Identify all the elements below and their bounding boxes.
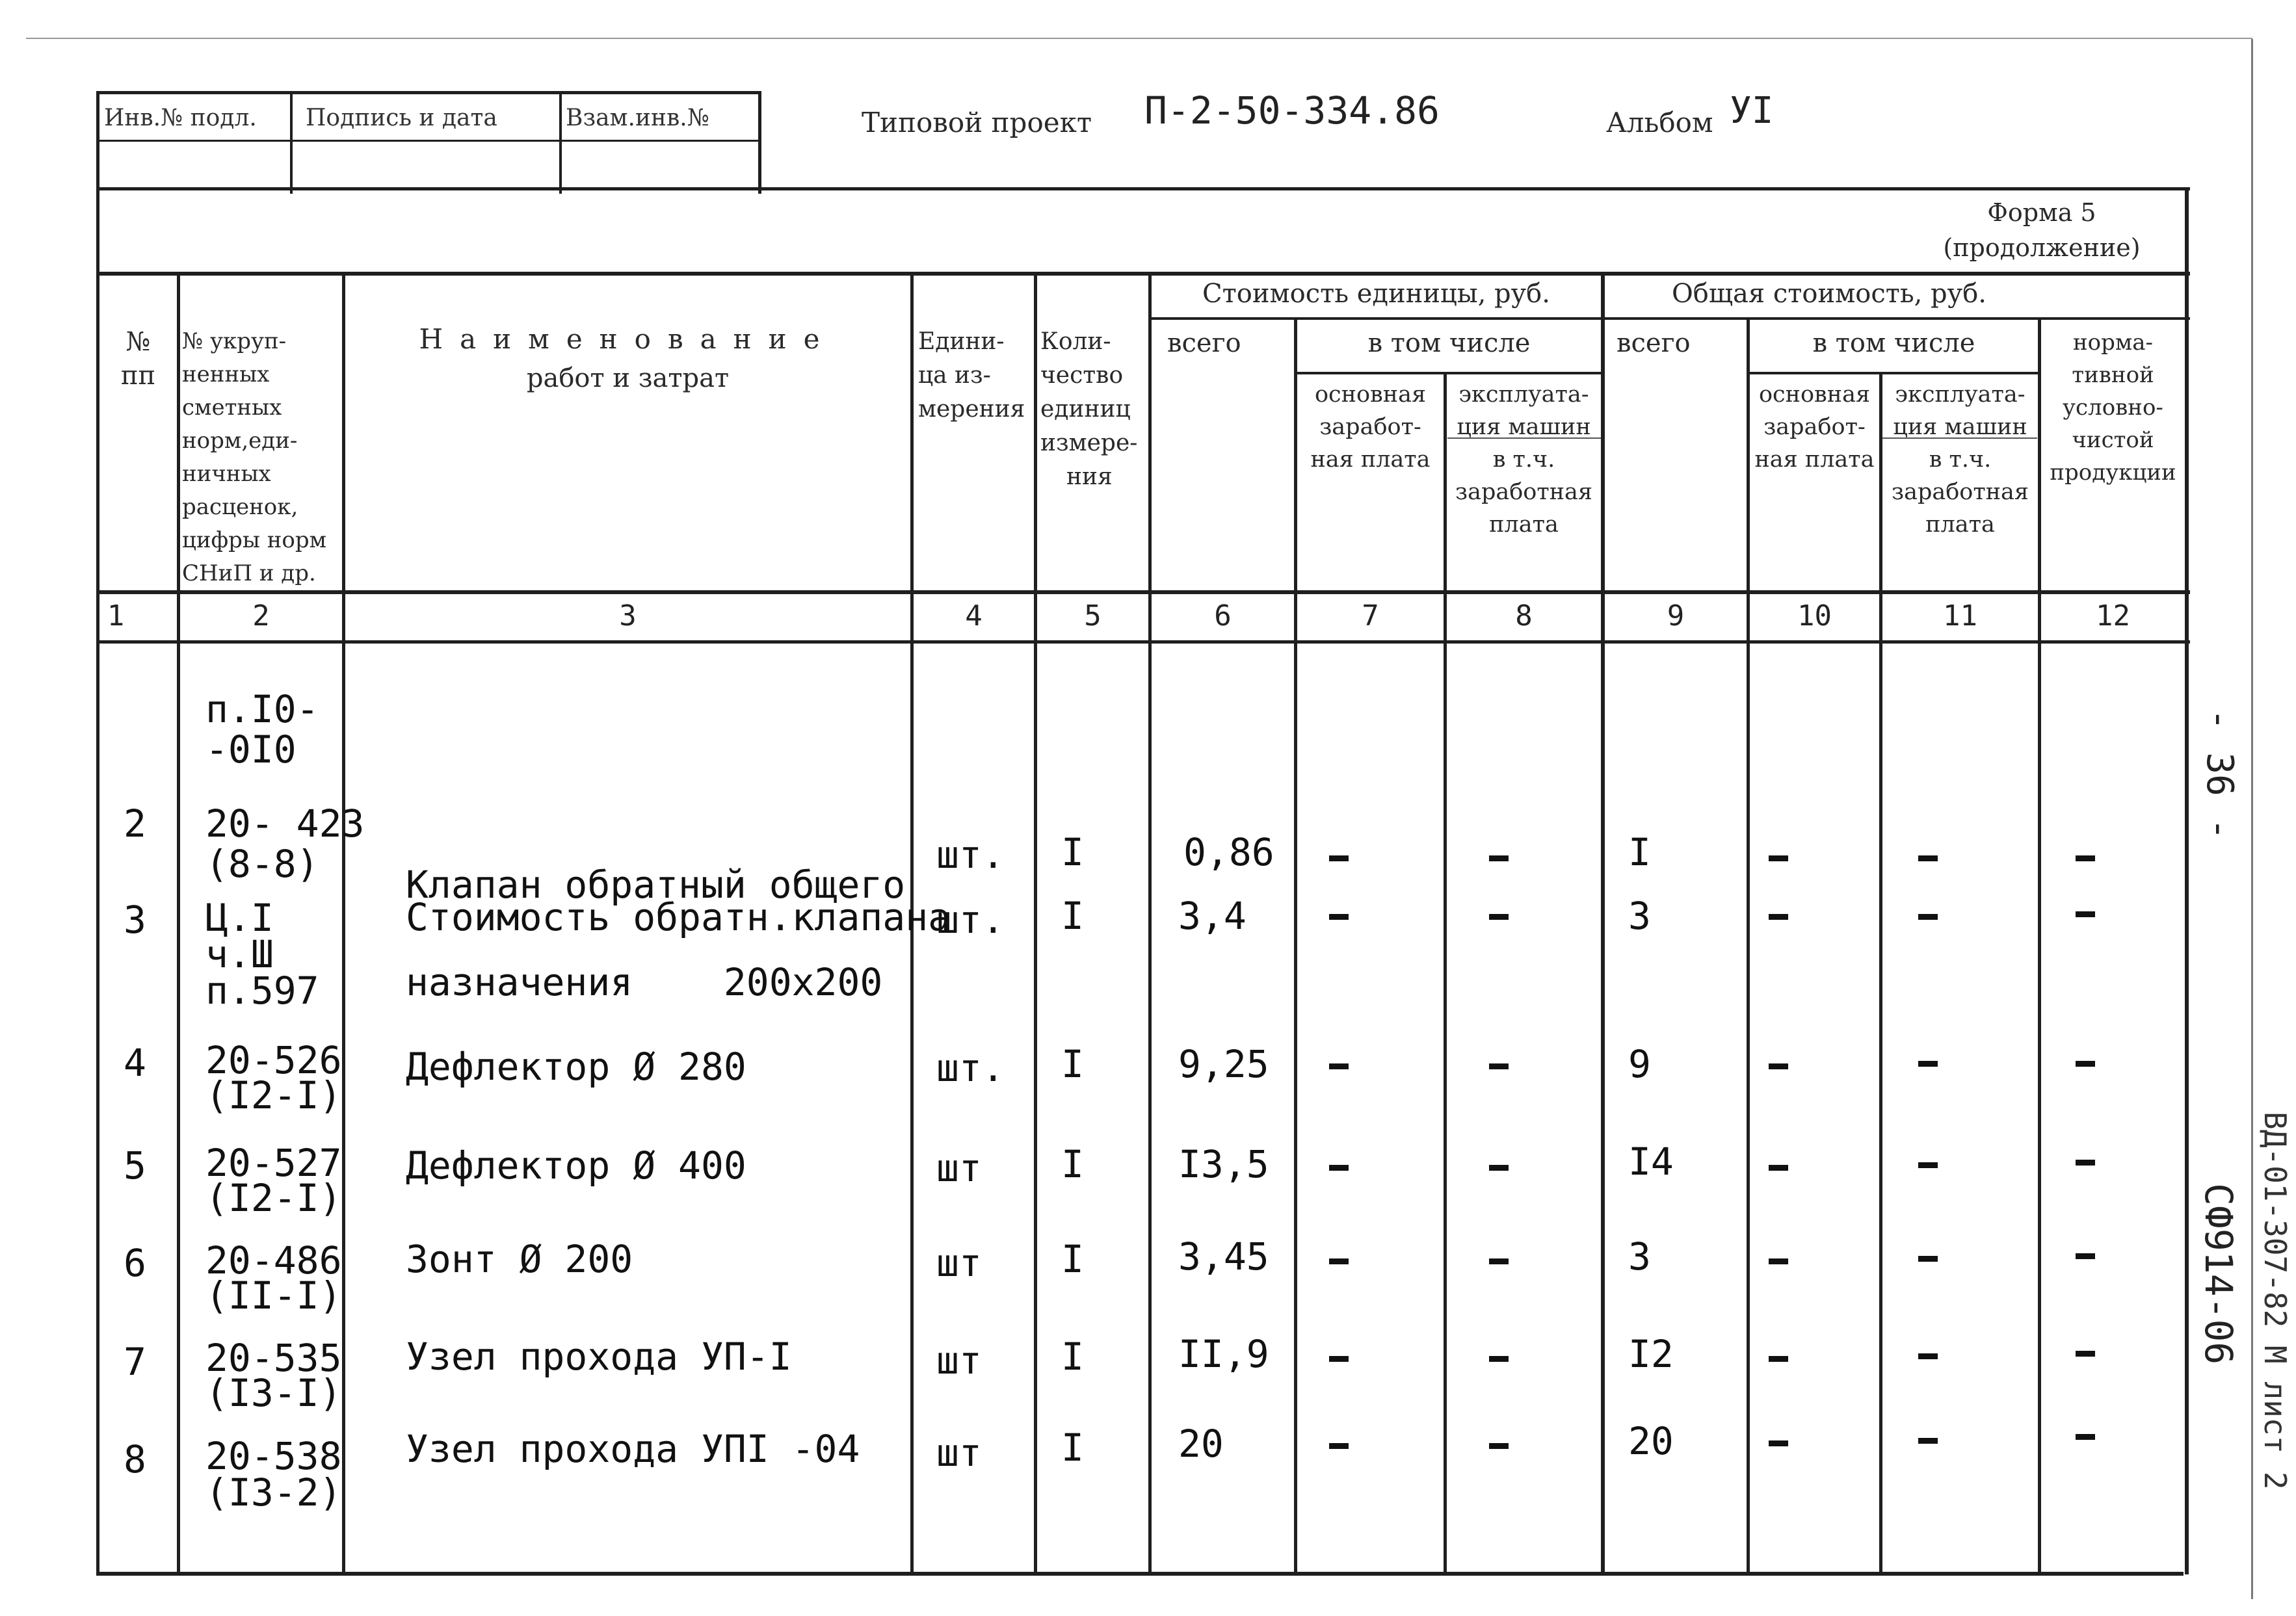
header-total-ekspl <box>1882 378 2038 541</box>
header-line: заработная <box>1891 479 2029 505</box>
row-name: Зонт Ø 200 <box>406 1237 633 1281</box>
column-number: 8 <box>1515 599 1533 632</box>
code-line: (II-I) <box>205 1273 342 1318</box>
row-code <box>205 1336 342 1415</box>
code-line: 20-486 <box>205 1238 342 1283</box>
row-number: 5 <box>124 1143 146 1188</box>
column-number: 12 <box>2096 599 2130 632</box>
empty-dash <box>1489 1063 1509 1069</box>
header-col-4-line: ца из- <box>918 362 991 389</box>
row-qty: I <box>1061 1042 1084 1086</box>
row-price: 9,25 <box>1178 1042 1269 1086</box>
empty-dash <box>1489 1258 1509 1264</box>
code-line: 20-538 <box>205 1434 342 1478</box>
pre-row-code <box>205 689 319 770</box>
empty-dash <box>1769 1440 1788 1446</box>
form-title <box>1925 195 2159 265</box>
row-price: 20 <box>1178 1422 1224 1466</box>
album-label: Альбом <box>1606 107 1713 138</box>
header-col-3 <box>345 322 910 395</box>
top-border-line <box>26 38 2252 39</box>
row-total: 3 <box>1628 894 1651 938</box>
empty-dash <box>2076 1351 2095 1357</box>
header-col-2-line: расценок, <box>182 494 298 520</box>
empty-dash <box>1489 1165 1509 1171</box>
code-line: (I3-2) <box>205 1470 342 1515</box>
header-total-cost: Общая стоимость, руб. <box>1671 279 1986 309</box>
empty-dash <box>1769 1356 1788 1362</box>
row-number: 3 <box>124 898 146 942</box>
row-unit: шт. <box>936 1046 1005 1090</box>
form-line-1: Форма 5 <box>1987 198 2096 227</box>
empty-dash <box>1329 1063 1349 1069</box>
row-price: 3,45 <box>1178 1234 1269 1279</box>
header-line: ция машин <box>1893 414 2027 440</box>
row-name: Узел прохода УП-I <box>406 1335 792 1379</box>
header-line: условно- <box>2063 395 2163 421</box>
column-number: 6 <box>1214 599 1232 632</box>
code-line: 20- 423 <box>205 801 365 846</box>
header-line: основная <box>1314 382 1427 408</box>
form-line-2: (продолжение) <box>1943 233 2141 262</box>
row-total: I <box>1628 830 1651 874</box>
header-col-2-line: ничных <box>182 461 271 487</box>
row-price: 0,86 <box>1183 830 1274 874</box>
name-line: Клапан обратный общего <box>406 863 906 907</box>
code-line: 20-527 <box>205 1141 342 1185</box>
header-col-2-line: норм,еди- <box>182 428 298 454</box>
empty-dash <box>1769 914 1788 920</box>
empty-dash <box>1489 1443 1509 1449</box>
header-col-5-line: Коли- <box>1040 328 1111 355</box>
row-qty: I <box>1061 1335 1084 1379</box>
code-line: п.I0- <box>205 687 319 731</box>
column-number: 3 <box>619 599 637 632</box>
header-col-3-subtitle: работ и затрат <box>526 363 730 393</box>
row-qty: I <box>1061 1142 1084 1186</box>
column-number: 10 <box>1797 599 1832 632</box>
header-total-incl: в том числе <box>1812 328 1975 358</box>
project-code: П-2-50-334.86 <box>1144 88 1440 133</box>
header-col-2-line: цифры норм <box>182 527 327 553</box>
row-name: Узел прохода УПI -04 <box>406 1427 860 1471</box>
stamp-vzam-label: Взам.инв.№ <box>566 105 709 131</box>
code-line: (I2-I) <box>205 1073 342 1117</box>
row-qty: I <box>1061 1426 1084 1470</box>
empty-dash <box>1769 1063 1788 1069</box>
header-col-1 <box>99 325 177 393</box>
header-col-2 <box>182 325 345 590</box>
empty-dash <box>1769 855 1788 861</box>
header-line: чистой <box>2072 427 2154 453</box>
row-total: 3 <box>1628 1234 1651 1279</box>
empty-dash <box>1489 1356 1509 1362</box>
header-col-5 <box>1040 325 1151 494</box>
row-price: 3,4 <box>1178 894 1247 938</box>
empty-dash <box>2076 1253 2095 1259</box>
empty-dash <box>1918 1162 1938 1168</box>
row-total: I2 <box>1628 1332 1674 1376</box>
empty-dash <box>2076 911 2095 917</box>
row-qty: I <box>1061 1237 1084 1281</box>
row-qty: I <box>1061 894 1084 938</box>
empty-dash <box>1329 914 1349 920</box>
empty-dash <box>1918 1061 1938 1067</box>
code-line: -0I0 <box>205 727 297 772</box>
name-line: назначения 200x200 <box>406 960 883 1004</box>
header-unit-vsego: всего <box>1167 328 1241 358</box>
row-total: 20 <box>1628 1419 1674 1463</box>
header-line: ная плата <box>1754 447 1875 473</box>
header-line: плата <box>1925 512 1995 538</box>
empty-dash <box>2076 1160 2095 1166</box>
column-number: 1 <box>107 599 125 632</box>
row-name: Дефлектор Ø 400 <box>406 1143 746 1188</box>
code-line: 20-535 <box>205 1336 342 1380</box>
header-line: ная плата <box>1310 447 1431 473</box>
column-number: 9 <box>1667 599 1685 632</box>
empty-dash <box>1769 1165 1788 1171</box>
header-unit-incl: в том числе <box>1367 328 1531 358</box>
header-col-2-line: СНиП и др. <box>182 560 316 586</box>
row-code <box>205 1434 342 1515</box>
row-number: 4 <box>124 1041 146 1085</box>
row-total: 9 <box>1628 1042 1651 1086</box>
row-code <box>205 1038 342 1117</box>
empty-dash <box>1329 1443 1349 1449</box>
header-line: в т.ч. <box>1929 447 1992 473</box>
column-number: 7 <box>1362 599 1379 632</box>
header-col-4-line: Едини- <box>918 328 1005 355</box>
header-col-4 <box>918 325 1035 426</box>
empty-dash <box>1769 1258 1788 1264</box>
stamp-inv-label: Инв.№ подл. <box>104 105 257 131</box>
row-number: 8 <box>124 1437 146 1481</box>
row-unit: шт <box>936 1338 982 1383</box>
header-line: ция машин <box>1457 414 1591 440</box>
header-col-2-line: сметных <box>182 395 282 421</box>
header-line: плата <box>1489 512 1559 538</box>
page-number: - 36 - <box>2198 709 2241 841</box>
header-col-1-line: № <box>125 327 151 357</box>
empty-dash <box>1918 1256 1938 1262</box>
empty-dash <box>1329 1356 1349 1362</box>
empty-dash <box>2076 1061 2095 1067</box>
right-margin-line <box>2251 39 2253 1599</box>
column-number: 4 <box>965 599 983 632</box>
header-total-vsego: всего <box>1616 328 1691 358</box>
header-line: тивной <box>2072 362 2154 388</box>
row-price: I3,5 <box>1178 1142 1269 1186</box>
column-number: 5 <box>1084 599 1102 632</box>
row-total: I4 <box>1628 1140 1674 1184</box>
code-line: ч.Ш <box>205 932 274 976</box>
empty-dash <box>1918 1438 1938 1444</box>
empty-dash <box>1489 855 1509 861</box>
row-number: 6 <box>124 1241 146 1285</box>
empty-dash <box>1918 855 1938 861</box>
row-qty: I <box>1061 830 1084 874</box>
empty-dash <box>1329 855 1349 861</box>
row-name: Стоимость обратн.клапана <box>406 895 951 939</box>
row-unit: шт <box>936 1146 982 1190</box>
header-unit-ekspl <box>1447 378 1601 541</box>
empty-dash <box>1918 1353 1938 1359</box>
row-unit: шт. <box>936 833 1005 877</box>
row-code <box>205 896 319 1013</box>
album-value: УI <box>1730 90 1774 132</box>
margin-code-1: СФ914-06 <box>2197 1183 2241 1365</box>
header-col-5-line: единиц <box>1040 396 1131 423</box>
row-name: Дефлектор Ø 280 <box>406 1045 746 1089</box>
row-unit: шт <box>936 1241 982 1285</box>
row-code <box>205 803 364 884</box>
column-number: 2 <box>252 599 270 632</box>
header-col-5-line: чество <box>1040 362 1124 389</box>
header-col-3-title: Наименование <box>419 323 837 355</box>
code-line: (8-8) <box>205 842 319 886</box>
header-line: эксплуата- <box>1458 382 1589 408</box>
code-line: 20-526 <box>205 1038 342 1082</box>
header-line: заработная <box>1455 479 1592 505</box>
empty-dash <box>2076 1434 2095 1440</box>
header-line: заработ- <box>1319 414 1421 440</box>
row-unit: шт. <box>936 898 1005 942</box>
column-number: 11 <box>1943 599 1977 632</box>
margin-code-2: ВД-01-307-82 М лист 2 <box>2258 1112 2293 1490</box>
row-code <box>205 1141 342 1220</box>
header-line: эксплуата- <box>1895 382 2025 408</box>
empty-dash <box>1489 914 1509 920</box>
code-line: (I3-I) <box>205 1371 342 1415</box>
row-price: II,9 <box>1178 1332 1269 1376</box>
code-line: п.597 <box>205 969 319 1013</box>
header-col-5-line: измере- <box>1040 430 1138 456</box>
header-col-2-line: ненных <box>182 361 270 387</box>
empty-dash <box>1329 1165 1349 1171</box>
header-col-2-line: № укруп- <box>182 328 287 354</box>
header-line: в т.ч. <box>1492 447 1555 473</box>
stamp-sign-label: Подпись и дата <box>306 105 497 131</box>
project-type-label: Типовой проект <box>862 107 1092 138</box>
row-number: 7 <box>124 1340 146 1384</box>
header-unit-cost: Стоимость единицы, руб. <box>1202 279 1550 309</box>
row-unit: шт <box>936 1431 982 1475</box>
empty-dash <box>1918 914 1938 920</box>
empty-dash <box>2076 855 2095 861</box>
header-col-4-line: мерения <box>918 396 1025 423</box>
header-line: основная <box>1758 382 1871 408</box>
header-col-1-line: пп <box>120 361 156 391</box>
header-col-5-line: ния <box>1066 463 1113 490</box>
code-line: Ц.I <box>205 896 274 940</box>
header-col-12 <box>2041 326 2185 489</box>
header-line: норма- <box>2072 330 2154 356</box>
header-line: продукции <box>2050 460 2176 486</box>
header-line: заработ- <box>1763 414 1866 440</box>
empty-dash <box>1329 1258 1349 1264</box>
row-code <box>205 1238 342 1318</box>
code-line: (I2-I) <box>205 1176 342 1220</box>
header-unit-osnovnaya <box>1297 378 1444 476</box>
row-number: 2 <box>124 801 146 846</box>
header-total-osnovnaya <box>1750 378 1879 476</box>
